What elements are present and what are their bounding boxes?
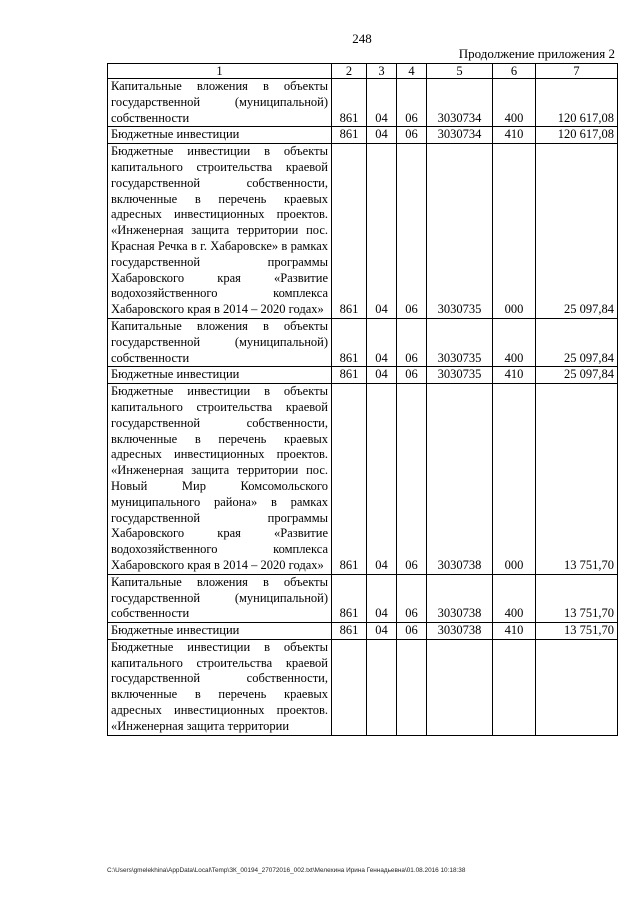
cell-subsection: 06 bbox=[397, 367, 427, 384]
cell-target-article bbox=[427, 639, 493, 735]
row-description: Бюджетные инвестиции в объекты капитального строительства краевой государственной собственности, включенные в перечень краевых адресных инвестиционных проектов. «Инженерная защита территории пос. Новый Мир Комсомольского муниципального района» в рамках государственной программы Хабаровского края «Развитие водохозяйственного комплекса Хабаровского края в 2014 – 2020 годах» bbox=[108, 384, 332, 575]
cell-section: 04 bbox=[367, 144, 397, 319]
col-header-6: 6 bbox=[493, 64, 536, 79]
cell-admin-code: 861 bbox=[332, 384, 367, 575]
cell-subsection: 06 bbox=[397, 623, 427, 640]
row-description: Бюджетные инвестиции bbox=[108, 127, 332, 144]
cell-section: 04 bbox=[367, 318, 397, 366]
table-row bbox=[108, 623, 618, 640]
cell-section: 04 bbox=[367, 574, 397, 622]
budget-table bbox=[107, 63, 618, 736]
col-header-4: 4 bbox=[397, 64, 427, 79]
cell-expense-type: 400 bbox=[493, 79, 536, 127]
cell-amount: 13 751,70 bbox=[536, 623, 618, 640]
cell-admin-code: 861 bbox=[332, 367, 367, 384]
cell-admin-code: 861 bbox=[332, 144, 367, 319]
cell-admin-code: 861 bbox=[332, 623, 367, 640]
file-path-footer: C:\Users\gmelekhina\AppData\Local\Temp\ЗК_00194_27072016_002.txt\Мелехина Ирина Геннадьевна\01.08.2016 10:18:38 bbox=[107, 867, 466, 874]
cell-target-article: 3030738 bbox=[427, 384, 493, 575]
cell-expense-type: 410 bbox=[493, 367, 536, 384]
col-header-3: 3 bbox=[367, 64, 397, 79]
cell-subsection: 06 bbox=[397, 574, 427, 622]
table-row bbox=[108, 384, 618, 575]
table-header-row bbox=[108, 64, 618, 79]
cell-admin-code bbox=[332, 639, 367, 735]
cell-section: 04 bbox=[367, 79, 397, 127]
col-header-7: 7 bbox=[536, 64, 618, 79]
cell-admin-code: 861 bbox=[332, 79, 367, 127]
cell-amount: 25 097,84 bbox=[536, 144, 618, 319]
cell-section bbox=[367, 639, 397, 735]
row-description: Бюджетные инвестиции bbox=[108, 623, 332, 640]
cell-expense-type: 410 bbox=[493, 127, 536, 144]
continuation-label: Продолжение приложения 2 bbox=[458, 46, 615, 61]
cell-admin-code: 861 bbox=[332, 318, 367, 366]
table-row bbox=[108, 127, 618, 144]
cell-admin-code: 861 bbox=[332, 127, 367, 144]
cell-amount bbox=[536, 639, 618, 735]
table-row bbox=[108, 144, 618, 319]
table-row bbox=[108, 318, 618, 366]
page-number: 248 bbox=[352, 31, 372, 46]
cell-section: 04 bbox=[367, 623, 397, 640]
cell-subsection: 06 bbox=[397, 79, 427, 127]
cell-amount: 13 751,70 bbox=[536, 384, 618, 575]
col-header-2: 2 bbox=[332, 64, 367, 79]
table-row bbox=[108, 639, 618, 735]
cell-expense-type: 000 bbox=[493, 384, 536, 575]
row-description: Капитальные вложения в объекты государственной (муниципальной) собственности bbox=[108, 318, 332, 366]
cell-target-article: 3030734 bbox=[427, 79, 493, 127]
table-row bbox=[108, 79, 618, 127]
row-description: Капитальные вложения в объекты государственной (муниципальной) собственности bbox=[108, 79, 332, 127]
cell-amount: 25 097,84 bbox=[536, 367, 618, 384]
cell-amount: 13 751,70 bbox=[536, 574, 618, 622]
table-row bbox=[108, 574, 618, 622]
cell-target-article: 3030734 bbox=[427, 127, 493, 144]
table-body bbox=[108, 64, 618, 736]
cell-section: 04 bbox=[367, 127, 397, 144]
cell-amount: 25 097,84 bbox=[536, 318, 618, 366]
cell-target-article: 3030735 bbox=[427, 318, 493, 366]
cell-target-article: 3030738 bbox=[427, 623, 493, 640]
row-description: Капитальные вложения в объекты государственной (муниципальной) собственности bbox=[108, 574, 332, 622]
col-header-1: 1 bbox=[108, 64, 332, 79]
cell-section: 04 bbox=[367, 367, 397, 384]
cell-expense-type: 400 bbox=[493, 318, 536, 366]
cell-amount: 120 617,08 bbox=[536, 79, 618, 127]
cell-target-article: 3030735 bbox=[427, 144, 493, 319]
cell-subsection: 06 bbox=[397, 318, 427, 366]
row-description: Бюджетные инвестиции в объекты капитального строительства краевой государственной собственности, включенные в перечень краевых адресных инвестиционных проектов. «Инженерная защита территории bbox=[108, 639, 332, 735]
cell-section: 04 bbox=[367, 384, 397, 575]
cell-expense-type bbox=[493, 639, 536, 735]
row-description: Бюджетные инвестиции в объекты капитального строительства краевой государственной собственности, включенные в перечень краевых адресных инвестиционных проектов. «Инженерная защита территории пос. Красная Речка в г. Хабаровске» в рамках государственной программы Хабаровского края «Развитие водохозяйственного комплекса Хабаровского края в 2014 – 2020 годах» bbox=[108, 144, 332, 319]
table-row bbox=[108, 367, 618, 384]
cell-target-article: 3030735 bbox=[427, 367, 493, 384]
cell-subsection: 06 bbox=[397, 384, 427, 575]
cell-amount: 120 617,08 bbox=[536, 127, 618, 144]
cell-target-article: 3030738 bbox=[427, 574, 493, 622]
cell-expense-type: 410 bbox=[493, 623, 536, 640]
row-description: Бюджетные инвестиции bbox=[108, 367, 332, 384]
cell-admin-code: 861 bbox=[332, 574, 367, 622]
cell-subsection bbox=[397, 639, 427, 735]
cell-subsection: 06 bbox=[397, 127, 427, 144]
cell-expense-type: 000 bbox=[493, 144, 536, 319]
cell-expense-type: 400 bbox=[493, 574, 536, 622]
cell-subsection: 06 bbox=[397, 144, 427, 319]
col-header-5: 5 bbox=[427, 64, 493, 79]
